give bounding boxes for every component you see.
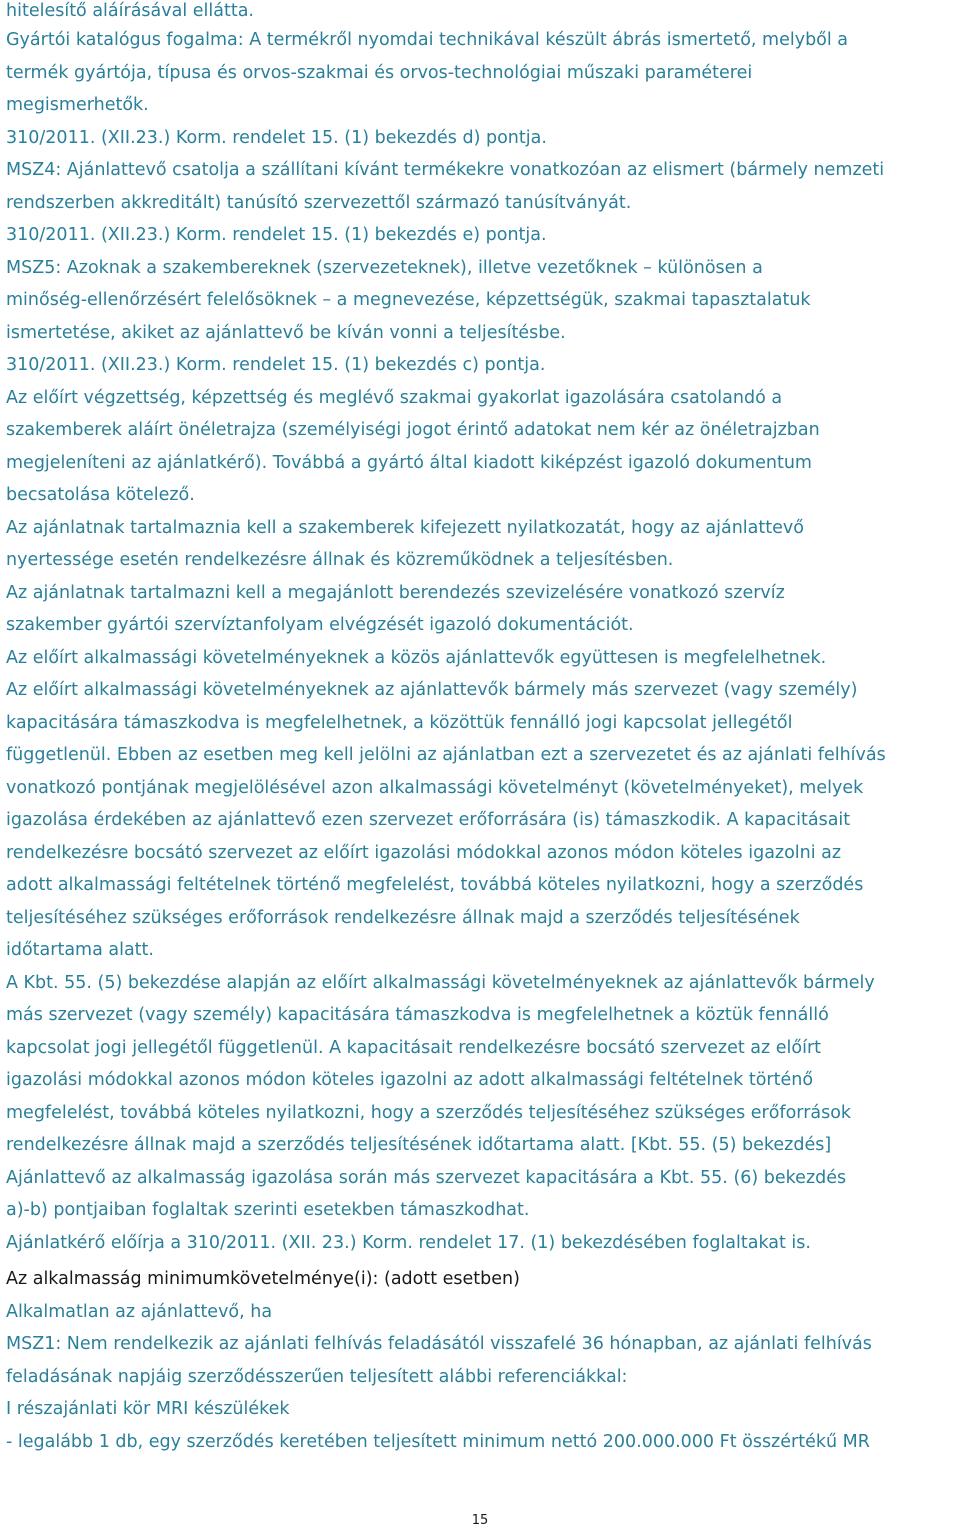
document-page — [6, 0, 956, 1458]
text-line: minőség-ellenőrzésért felelősöknek – a megnevezése, képzettségük, szakmai tapasztalatuk — [6, 290, 811, 310]
text-line: Ajánlattevő az alkalmasság igazolása során más szervezet kapacitására a Kbt. 55. (6) bekezdés — [6, 1167, 847, 1188]
text-line: becsatolása kötelező. — [6, 485, 195, 505]
text-line: függetlenül. Ebben az esetben meg kell jelölni az ajánlatban ezt a szervezetet és az ajánlati felhívás — [6, 745, 886, 765]
text-line: Ajánlatkérő előírja a 310/2011. (XII. 23.) Korm. rendelet 17. (1) bekezdésében foglaltakat is. — [6, 1232, 811, 1253]
text-line: kapcsolat jogi jellegétől függetlenül. A kapacitásait rendelkezésre bocsátó szervezet az előírt — [6, 1037, 822, 1058]
section-heading: Az alkalmasság minimumkövetelménye(i): (adott esetben) — [6, 1269, 520, 1289]
text-line: rendszerben akkreditált) tanúsító szervezettől származó tanúsítványát. — [6, 192, 632, 213]
text-line: 310/2011. (XII.23.) Korm. rendelet 15. (1) bekezdés c) pontja. — [6, 355, 546, 375]
text-line: vonatkozó pontjának megjelölésével azon alkalmassági követelményt (követelményeket), melyek — [6, 777, 864, 798]
text-line: szakember gyártói szervíztanfolyam elvégzését igazoló dokumentációt. — [6, 615, 634, 635]
text-line: I részajánlati kör MRI készülékek — [6, 1399, 290, 1419]
text-line: 310/2011. (XII.23.) Korm. rendelet 15. (1) bekezdés d) pontja. — [6, 127, 547, 148]
text-line: rendelkezésre bocsátó szervezet az előírt igazolási módokkal azonos módon köteles igazolni az — [6, 842, 842, 863]
text-line: megjeleníteni az ajánlatkérő). Továbbá a gyártó által kiadott kiképzést igazoló dokumentum — [6, 452, 812, 473]
text-line: hitelesítő aláírásával ellátta. — [6, 1, 254, 21]
text-line: más szervezet (vagy személy) kapacitására támaszkodva is megfelelhetnek a köztük fennálló — [6, 1005, 829, 1025]
text-line: szakemberek aláírt önéletrajza (személyiségi jogot érintő adatokat nem kér az önéletrajzban — [6, 420, 820, 440]
text-line: 310/2011. (XII.23.) Korm. rendelet 15. (1) bekezdés e) pontja. — [6, 225, 547, 245]
text-line: rendelkezésre állnak majd a szerződés teljesítésének időtartama alatt. [Kbt. 55. (5) bekezdés] — [6, 1135, 832, 1155]
text-line: adott alkalmassági feltételnek történő megfelelést, továbbá köteles nyilatkozni, hogy a szerződés — [6, 875, 864, 895]
text-line: Az előírt alkalmassági követelményeknek az ajánlattevők bármely más szervezet (vagy személy) — [6, 680, 858, 700]
text-line: Az előírt végzettség, képzettség és meglévő szakmai gyakorlat igazolására csatolandó a — [6, 387, 783, 408]
text-line: A Kbt. 55. (5) bekezdése alapján az előírt alkalmassági követelményeknek az ajánlattevők bármely — [6, 972, 875, 993]
text-line: teljesítéséhez szükséges erőforrások rendelkezésre állnak majd a szerződés teljesítésének — [6, 907, 800, 928]
text-line: időtartama alatt. — [6, 940, 154, 960]
text-line: igazolása érdekében az ajánlattevő ezen szervezet erőforrására (is) támaszkodik. A kapacitásait — [6, 810, 851, 830]
text-line: Az ajánlatnak tartalmaznia kell a szakemberek kifejezett nyilatkozatát, hogy az ajánlattevő — [6, 517, 804, 538]
text-line: feladásának napjáig szerződésszerűen teljesített alábbi referenciákkal: — [6, 1366, 628, 1387]
text-line: a)-b) pontjaiban foglaltak szerinti esetekben támaszkodhat. — [6, 1200, 530, 1220]
text-line: MSZ5: Azoknak a szakembereknek (szervezeteknek), illetve vezetőknek – különösen a — [6, 257, 763, 278]
text-line: Az ajánlatnak tartalmazni kell a megajánlott berendezés szevizelésére vonatkozó szervíz — [6, 582, 785, 603]
text-line: MSZ4: Ajánlattevő csatolja a szállítani kívánt termékekre vonatkozóan az elismert (bármely nemzeti — [6, 160, 885, 180]
page-number: 15 — [471, 1513, 489, 1528]
text-line: Alkalmatlan az ajánlattevő, ha — [6, 1301, 273, 1322]
text-line: Gyártói katalógus fogalma: A termékről nyomdai technikával készült ábrás ismertető, melyből a — [6, 30, 849, 50]
text-line: termék gyártója, típusa és orvos-szakmai és orvos-technológiai műszaki paraméterei — [6, 62, 753, 83]
text-line: megfelelést, továbbá köteles nyilatkozni, hogy a szerződés teljesítéséhez szükséges erőforrások — [6, 1102, 852, 1123]
text-line: kapacitására támaszkodva is megfelelhetnek, a közöttük fennálló jogi kapcsolat jellegétől — [6, 712, 793, 733]
text-line: nyertessége esetén rendelkezésre állnak és közreműködnek a teljesítésben. — [6, 550, 674, 570]
text-line: igazolási módokkal azonos módon köteles igazolni az adott alkalmassági feltételnek történő — [6, 1070, 814, 1090]
text-line: megismerhetők. — [6, 95, 149, 115]
text-line: Az előírt alkalmassági követelményeknek a közös ajánlattevők együttesen is megfelelhetnek. — [6, 647, 827, 668]
text-line: MSZ1: Nem rendelkezik az ajánlati felhívás feladásától visszafelé 36 hónapban, az ajánlati felhívás — [6, 1334, 872, 1354]
text-line: ismertetése, akiket az ajánlattevő be kíván vonni a teljesítésbe. — [6, 322, 566, 343]
text-line: - legalább 1 db, egy szerződés keretében teljesített minimum nettó 200.000.000 Ft összértékű MR — [6, 1431, 870, 1452]
